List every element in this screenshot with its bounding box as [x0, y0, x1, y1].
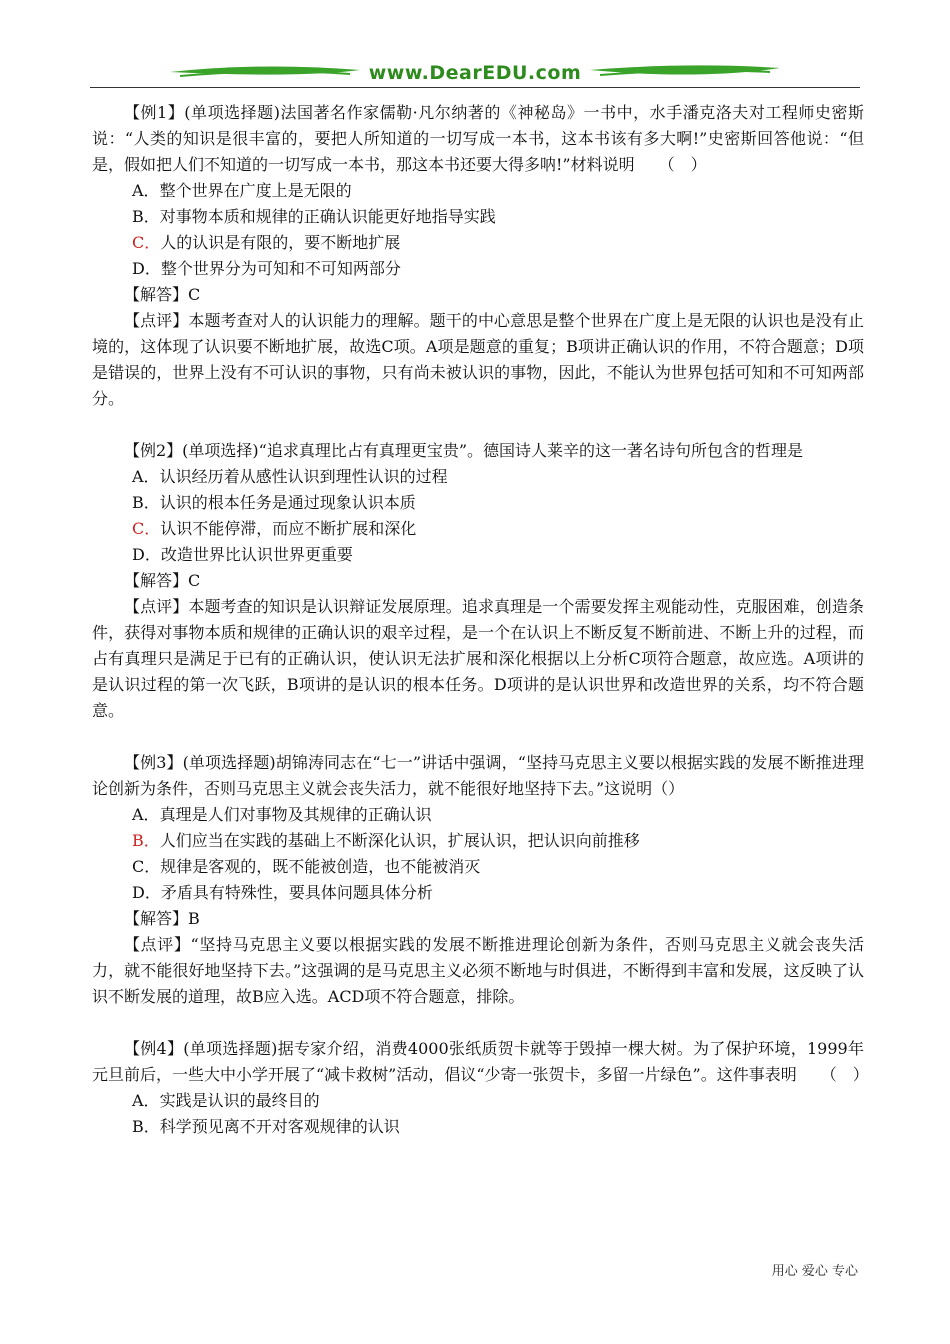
answer-option	[92, 828, 864, 854]
question-stem: 【例1】(单项选择题)法国著名作家儒勒·凡尔纳著的《神秘岛》一书中，水手潘克洛夫对工程师史密斯说：“人类的知识是很丰富的，要把人所知道的一切写成一本书，这本书该有多大啊!”史密斯回答他说：“但是，假如把人们不知道的一切写成一本书，那这本书还要大得多呐!”材料说明 （ ）	[92, 103, 864, 174]
option-letter: C．	[132, 857, 161, 876]
option-letter: D．	[132, 259, 161, 278]
option-text: 认识的根本任务是通过现象认识本质	[159, 493, 416, 512]
question-block	[92, 750, 864, 1010]
answer-option	[92, 542, 864, 568]
answer-option	[92, 854, 864, 880]
answer-option	[92, 1088, 864, 1114]
option-text: 对事物本质和规律的正确认识能更好地指导实践	[159, 207, 496, 226]
option-text: 认识不能停滞，而应不断扩展和深化	[160, 519, 417, 538]
answer-option	[92, 230, 864, 256]
option-text: 矛盾具有特殊性，要具体问题具体分析	[160, 883, 433, 902]
answer-option	[92, 802, 864, 828]
answer-option	[92, 464, 864, 490]
site-name[interactable]: www.DearEDU.com	[368, 62, 582, 84]
answer-line: 【解答】C	[124, 571, 201, 590]
option-text: 整个世界在广度上是无限的	[159, 181, 352, 200]
review-paragraph: 【点评】本题考查的知识是认识辩证发展原理。追求真理是一个需要发挥主观能动性，克服困难，创造条件，获得对事物本质和规律的正确认识的艰辛过程，是一个在认识上不断反复不断前进、不断上升的过程，而占有真理只是满足于已有的正确认识，使认识无法扩展和深化根据以上分析C项符合题意，故应选。A项讲的是认识过程的第一次飞跃，B项讲的是认识的根本任务。D项讲的是认识世界和改造世界的关系，均不符合题意。	[92, 597, 864, 720]
answer-option	[92, 178, 864, 204]
question-stem: 【例4】(单项选择题)据专家介绍，消费4000张纸质贺卡就等于毁掉一棵大树。为了保护环境，1999年元旦前后，一些大中小学开展了“减卡救树”活动，倡议“少寄一张贺卡，多留一片绿色”。这件事表明 （ ）	[92, 1039, 869, 1084]
option-text: 整个世界分为可知和不可知两部分	[160, 259, 401, 278]
answer-option	[92, 490, 864, 516]
option-text: 真理是人们对事物及其规律的正确认识	[159, 805, 432, 824]
option-letter: D．	[132, 545, 161, 564]
review-paragraph: 【点评】“坚持马克思主义要以根据实践的发展不断推进理论创新为条件，否则马克思主义就会丧失活力，就不能很好地坚持下去。”这强调的是马克思主义必须不断地与时俱进，不断得到丰富和发展，这反映了认识不断发展的道理，故B应入选。ACD项不符合题意，排除。	[92, 935, 864, 1006]
answer-option	[92, 256, 864, 282]
option-letter: A．	[132, 181, 160, 200]
option-letter: B．	[132, 831, 160, 850]
option-letter: A．	[132, 467, 160, 486]
option-letter: D．	[132, 883, 161, 902]
document-body	[92, 100, 869, 1166]
question-stem: 【例2】(单项选择)“追求真理比占有真理更宝贵”。德国诗人莱辛的这一著名诗句所包含的哲理是	[124, 441, 804, 460]
option-text: 实践是认识的最终目的	[159, 1091, 320, 1110]
review-paragraph: 【点评】本题考查对人的认识能力的理解。题干的中心意思是整个世界在广度上是无限的认识也是没有止境的，这体现了认识要不断地扩展，故选C项。A项是题意的重复；B项讲正确认识的作用，不符合题意；D项是错误的，世界上没有不可认识的事物，只有尚未被认识的事物，因此，不能认为世界包括可知和不可知两部分。	[92, 311, 864, 408]
option-text: 人的认识是有限的，要不断地扩展	[160, 233, 401, 252]
question-block	[92, 100, 864, 412]
question-block	[92, 1036, 869, 1140]
option-text: 规律是客观的，既不能被创造，也不能被消灭	[160, 857, 481, 876]
site-header	[90, 58, 860, 90]
question-stem: 【例3】(单项选择题)胡锦涛同志在“七一”讲话中强调，“坚持马克思主义要以根据实践的发展不断推进理论创新为条件，否则马克思主义就会丧失活力，就不能很好地坚持下去。”这说明（）	[92, 753, 864, 798]
option-text: 科学预见离不开对客观规律的认识	[159, 1117, 400, 1136]
answer-option	[92, 880, 864, 906]
option-text: 认识经历着从感性认识到理性认识的过程	[159, 467, 448, 486]
option-letter: B．	[132, 207, 160, 226]
option-letter: A．	[132, 805, 160, 824]
option-text: 人们应当在实践的基础上不断深化认识，扩展认识，把认识向前推移	[159, 831, 640, 850]
answer-option	[92, 1114, 864, 1140]
answer-line: 【解答】B	[124, 909, 200, 928]
answer-line: 【解答】C	[124, 285, 201, 304]
option-letter: C．	[132, 519, 161, 538]
option-letter: B．	[132, 1117, 160, 1136]
answer-option	[92, 204, 864, 230]
option-letter: C．	[132, 233, 161, 252]
header-rule	[90, 87, 860, 88]
answer-option	[92, 516, 864, 542]
option-text: 改造世界比认识世界更重要	[160, 545, 353, 564]
option-letter: A．	[132, 1091, 160, 1110]
footer-text: 用心 爱心 专心	[771, 1264, 858, 1279]
option-letter: B．	[132, 493, 160, 512]
question-block	[92, 438, 864, 724]
